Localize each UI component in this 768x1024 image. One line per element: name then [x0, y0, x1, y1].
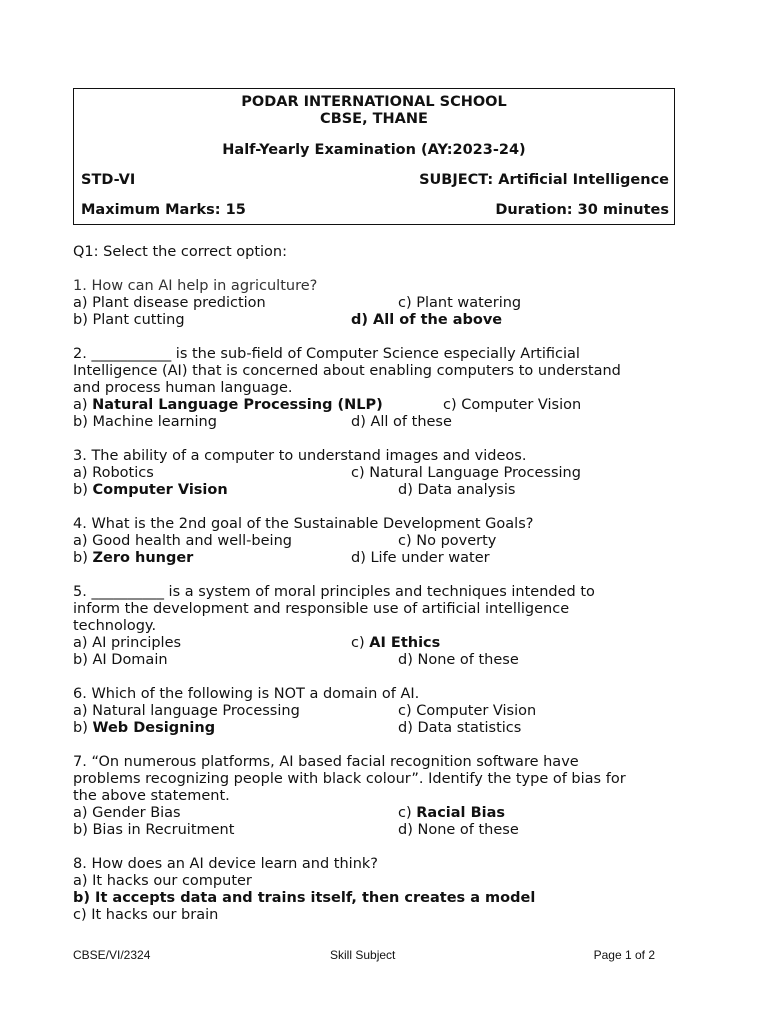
q6-option-d: d) Data statistics — [398, 720, 522, 736]
q2-option-a-prefix: a) — [73, 397, 93, 413]
q6-option-b: Web Designing — [92, 720, 216, 736]
footer-page-number: Page 1 of 2 — [593, 948, 655, 962]
q7-option-c: Racial Bias — [416, 805, 506, 821]
q7-option-c-prefix: c) — [398, 805, 417, 821]
q1-option-b: b) Plant cutting — [73, 312, 185, 328]
q3-options-row-2 — [73, 482, 693, 499]
q4-option-d: d) Life under water — [351, 550, 490, 566]
q7-options-row-1 — [73, 805, 693, 822]
q5-option-c-wrap — [351, 635, 440, 652]
question-3: 3. The ability of a computer to understand images and videos. — [73, 448, 527, 464]
question-1: 1. How can AI help in agriculture? — [73, 278, 318, 294]
q1-option-c: c) Plant watering — [398, 295, 522, 311]
q8-option-a: a) It hacks our computer — [73, 873, 252, 889]
page-footer — [0, 948, 768, 964]
q5-options-row-2 — [73, 652, 693, 669]
instruction-text: Q1: Select the correct option: — [73, 244, 287, 260]
q1-options-row-2 — [73, 312, 693, 329]
question-2-line-3: and process human language. — [73, 380, 293, 396]
q8-option-b: b) It accepts data and trains itself, then creates a model — [73, 890, 536, 906]
board-name: CBSE, THANE — [320, 111, 428, 127]
q3-option-d: d) Data analysis — [398, 482, 516, 498]
q5-option-c: AI Ethics — [369, 635, 441, 651]
q5-option-b: b) AI Domain — [73, 652, 168, 668]
q3-option-c: c) Natural Language Processing — [351, 465, 581, 481]
subject-label: SUBJECT: Artificial Intelligence — [419, 172, 669, 188]
std-label: STD-VI — [81, 172, 136, 188]
question-5-line-3: technology. — [73, 618, 157, 634]
footer-code: CBSE/VI/2324 — [73, 948, 151, 962]
q7-option-c-wrap — [398, 805, 505, 822]
school-name: PODAR INTERNATIONAL SCHOOL — [241, 94, 507, 110]
question-7-line-2: problems recognizing people with black colour”. Identify the type of bias for — [73, 771, 626, 787]
q7-option-d: d) None of these — [398, 822, 519, 838]
q1-option-d: d) All of the above — [351, 312, 503, 328]
question-4: 4. What is the 2nd goal of the Sustainable Development Goals? — [73, 516, 534, 532]
q4-option-b-prefix: b) — [73, 550, 93, 566]
question-7-line-1: 7. “On numerous platforms, AI based facial recognition software have — [73, 754, 579, 770]
q4-option-a: a) Good health and well-being — [73, 533, 292, 549]
q2-option-b: b) Machine learning — [73, 414, 217, 430]
q3-option-a: a) Robotics — [73, 465, 154, 481]
question-5-line-2: inform the development and responsible use of artificial intelligence — [73, 601, 570, 617]
max-marks-label: Maximum Marks: 15 — [81, 202, 246, 218]
q4-option-c: c) No poverty — [398, 533, 497, 549]
q7-option-a: a) Gender Bias — [73, 805, 181, 821]
footer-subject: Skill Subject — [330, 948, 396, 962]
q2-options-row-2 — [73, 414, 693, 431]
q5-option-a: a) AI principles — [73, 635, 182, 651]
q2-option-a: Natural Language Processing (NLP) — [92, 397, 383, 413]
q5-option-c-prefix: c) — [351, 635, 370, 651]
q6-options-row-2 — [73, 720, 693, 737]
q4-options-row-2 — [73, 550, 693, 567]
question-5-line-1: 5. __________ is a system of moral principles and techniques intended to — [73, 584, 595, 600]
q2-options-row-1 — [73, 397, 693, 414]
q4-option-b: Zero hunger — [92, 550, 194, 566]
q6-option-a: a) Natural language Processing — [73, 703, 300, 719]
exam-title: Half-Yearly Examination (AY:2023-24) — [222, 142, 526, 158]
question-8: 8. How does an AI device learn and think? — [73, 856, 378, 872]
q2-option-c: c) Computer Vision — [443, 397, 582, 413]
questions-section — [73, 244, 693, 924]
header-box — [73, 88, 675, 225]
q1-options-row-1 — [73, 295, 693, 312]
question-2-line-2: Intelligence (AI) that is concerned about enabling computers to understand — [73, 363, 621, 379]
q1-option-a: a) Plant disease prediction — [73, 295, 266, 311]
duration-label: Duration: 30 minutes — [495, 202, 669, 218]
question-2-line-1: 2. ___________ is the sub-field of Computer Science especially Artificial — [73, 346, 580, 362]
q8-option-c: c) It hacks our brain — [73, 907, 219, 923]
q3-option-b: Computer Vision — [92, 482, 228, 498]
q5-option-d: d) None of these — [398, 652, 519, 668]
q6-option-c: c) Computer Vision — [398, 703, 537, 719]
q3-option-b-prefix: b) — [73, 482, 93, 498]
q2-option-d: d) All of these — [351, 414, 452, 430]
q6-option-b-prefix: b) — [73, 720, 93, 736]
question-7-line-3: the above statement. — [73, 788, 230, 804]
q4-options-row-1 — [73, 533, 693, 550]
q3-options-row-1 — [73, 465, 693, 482]
q7-options-row-2 — [73, 822, 693, 839]
q6-options-row-1 — [73, 703, 693, 720]
q7-option-b: b) Bias in Recruitment — [73, 822, 235, 838]
question-6: 6. Which of the following is NOT a domain of AI. — [73, 686, 420, 702]
q5-options-row-1 — [73, 635, 693, 652]
